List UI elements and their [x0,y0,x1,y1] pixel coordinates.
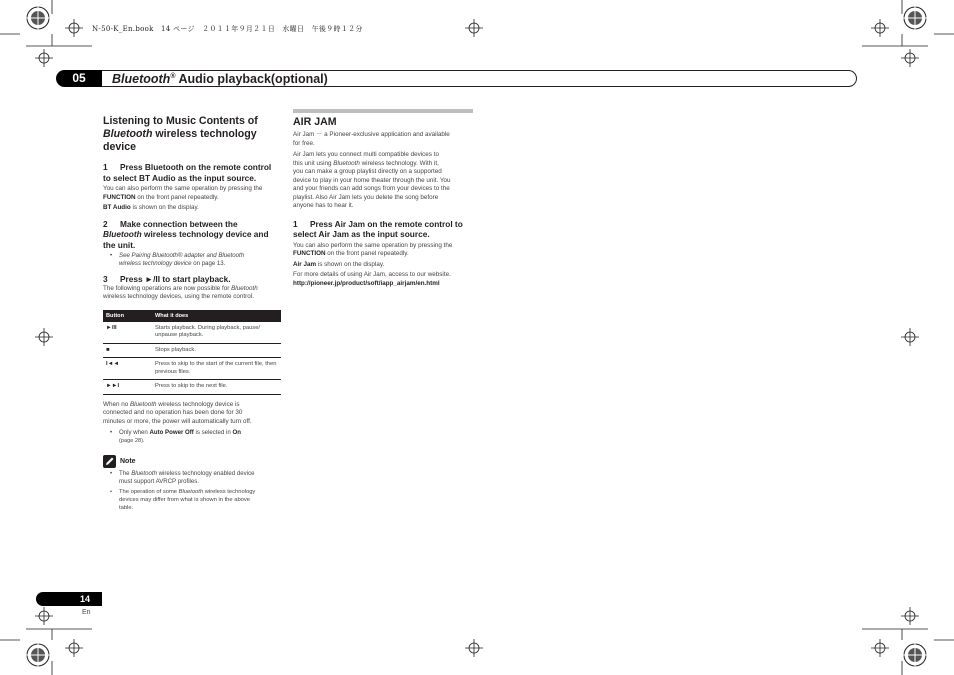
auto-off-bullet [103,429,281,445]
operations-table [103,310,281,395]
step-1 [103,162,281,183]
text: must support AVRCP profiles. [119,478,200,485]
text: wireless technology device is [156,400,240,408]
text: wireless technology [203,489,256,495]
airjam-url-link[interactable]: http://pioneer.jp/product/soft/iapp_airjam/en.html [293,279,440,287]
section-heading-listening [103,115,281,154]
text: For more details of using Air Jam, access to our website. [293,271,451,278]
table-cell-desc: Starts playback. During playback, pause/ unpause playback. [152,322,281,344]
text: is selected in [193,429,233,436]
section-heading-airjam: AIR JAM [293,116,337,128]
note-text-cont: wireless technology devices, using the remote control. [103,293,254,300]
step-text-cont: to select BT Audio as the input source. [103,172,257,183]
step-text-end: the unit. [103,239,136,250]
step-number: 3 [103,274,108,284]
text: The operation of some [119,489,179,495]
airjam-description [293,151,473,211]
heading-line2 [103,128,281,154]
bullet-text-cont: wireless technology device [119,260,192,267]
function-label: FUNCTION [103,193,136,201]
brand: Bluetooth [131,470,157,477]
heading-line1: Listening to Music Contents of [103,115,258,127]
text: When no [103,400,130,408]
text: wireless technology enabled device [156,470,255,477]
brand: Bluetooth [333,159,360,167]
chapter-number-tab: 05 [56,70,102,87]
page-language: En [82,609,91,616]
table-header: What it does [152,310,281,322]
table-row [103,380,281,395]
brand: Bluetooth [129,400,157,408]
table-header-row [103,310,281,322]
text: table. [119,505,134,511]
table-row [103,358,281,380]
note-title: Note [120,458,136,465]
chapter-title [112,72,328,86]
airjam-step-1-note [293,242,473,289]
auto-off-paragraph [103,401,281,427]
text: The [119,470,132,477]
setting-name: Auto Power Off [149,429,194,436]
text: connected and no operation has been done for 30 [103,409,243,416]
table-cell-desc: Stops playback. [152,343,281,358]
page-ref: (page 28). [119,438,145,444]
step-number: 1 [293,218,298,229]
chapter-title-brand: Bluetooth [112,72,171,86]
text: You can also perform the same operation by pressing the [293,241,453,249]
table-cell-desc: Press to skip to the next file. [152,380,281,395]
step-number: 2 [103,218,108,229]
note-heading [103,455,281,468]
table-cell-button: ■ [103,343,152,358]
display-label: BT Audio [103,204,131,211]
step-text-rest: wireless technology device and [141,229,269,239]
airjam-intro [293,131,473,148]
display-note [103,204,281,213]
bullet-page-ref: on page 13. [191,260,226,267]
text: device to play in your home theater through the unit. You [293,176,451,184]
step-number: 1 [103,162,108,172]
step-text: Press Air Jam on the remote control to [310,218,463,229]
note-brand: Bluetooth [231,284,258,292]
note-text-cont [103,194,281,203]
note-bullet-1 [103,470,281,486]
step-text: Press Bluetooth on the remote control [120,162,272,172]
text: and your friends can add songs from your devices to the [293,185,450,192]
table-cell-button: I◄◄ [103,358,152,380]
display-label: Air Jam [293,260,317,268]
step-2 [103,219,281,251]
right-column [293,116,473,288]
print-header: N-50-K_En.book 14 ページ ２０１１年９月２１日 水曜日 午後９時１２分 [92,25,363,33]
text: is shown on the display. [316,260,385,268]
step-3 [103,274,281,285]
text: devices may differ from what is shown in the above [119,497,251,503]
setting-value: On [232,429,241,436]
step-text: Press ►/II to start playback. [120,274,231,284]
table-row [103,322,281,344]
table-row [103,343,281,358]
table-cell-button: ►►I [103,380,152,395]
brand: Bluetooth [178,489,204,495]
step-brand: Bluetooth [103,229,142,239]
text: this unit using [293,159,334,167]
section-rule-airjam [293,109,473,113]
airjam-step-1 [293,219,473,240]
page-number: 14 [36,592,102,606]
step-1-note [103,185,281,213]
display-rest: is shown on the display. [130,204,199,211]
text: on the front panel repeatedly. [325,250,409,257]
step-text-cont [103,229,281,240]
text: for free. [293,139,315,147]
left-column [103,115,281,512]
text: you can make a group playlist directly on a supported [293,168,442,175]
table-cell-desc: Press to skip to the start of the current file, then previous files. [152,358,281,380]
step-2-bullet [103,252,281,268]
table-header: Button [103,310,152,322]
step-3-note [103,285,281,302]
table-cell-button: ►/II [103,322,152,344]
text: Only when [119,429,150,436]
step-text-cont: select Air Jam as the input source. [293,229,430,239]
function-label: FUNCTION [293,250,326,257]
note-pencil-icon [103,455,116,468]
step-text: Make connection between the [120,218,238,229]
text: wireless technology. With it, [359,159,439,167]
text: anyone has to hear it. [293,202,354,209]
note-text: The following operations are now possible for [103,284,232,292]
note-text: You can also perform the same operation by pressing the [103,185,263,192]
text: playlist. Also Air Jam lets you delete the song before [293,193,439,201]
text: Air Jam － a Pioneer-exclusive application and available [293,131,450,138]
chapter-title-rest: Audio playback(optional) [175,72,328,86]
bullet-text: See Pairing Bluetooth® adapter and Bluetooth [119,252,245,259]
note-text-rest: on the front panel repeatedly. [135,193,219,201]
text: minutes or more, the power will automatically turn off. [103,417,252,425]
heading-rest: wireless technology device [103,128,257,153]
note-bullet-2 [103,488,281,512]
heading-brand: Bluetooth [103,128,153,140]
chapter-title-reg: ® [170,72,176,80]
text: Air Jam lets you connect multi compatible devices to [293,151,439,158]
